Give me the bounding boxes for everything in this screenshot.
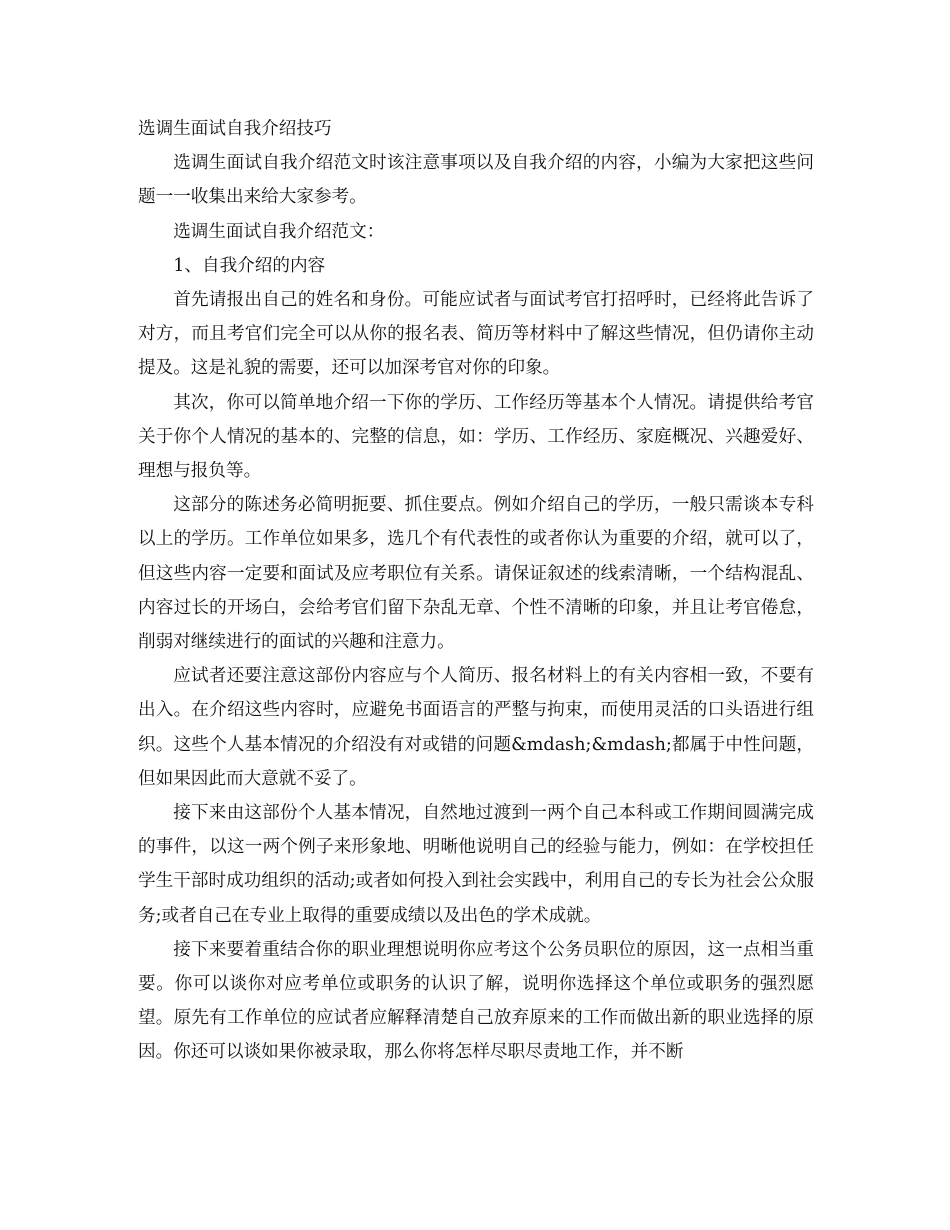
- document-page: [138, 112, 814, 1070]
- paragraph-motivation: 接下来要着重结合你的职业理想说明你应考这个公务员职位的原因，这一点相当重要。你可以谈你对应考单位或职务的认识了解，说明你选择这个单位或职务的强烈愿望。原先有工作单位的应试者应解释清楚自己放弃原来的工作而做出新的职业选择的原因。你还可以谈如果你被录取，那么你将怎样尽职尽责地工作，并不断: [138, 939, 814, 1063]
- paragraph-sample-heading: 选调生面试自我介绍范文：: [173, 221, 385, 242]
- document-title: 选调生面试自我介绍技巧: [138, 119, 332, 139]
- paragraph-section-heading: 1、自我介绍的内容: [173, 255, 326, 276]
- paragraph-intro: 选调生面试自我介绍范文时该注意事项以及自我介绍的内容，小编为大家把这些问题一一收集出来给大家参考。: [138, 153, 814, 208]
- paragraph-examples: 接下来由这部份个人基本情况，自然地过渡到一两个自己本科或工作期间圆满完成的事件，以这一两个例子来形象地、明晰他说明自己的经验与能力，例如：在学校担任学生干部时成功组织的活动;或者如何投入到社会实践中，利用自己的专长为社会公众服务;或者自己在专业上取得的重要成绩以及出色的学术成就。: [138, 803, 814, 926]
- paragraph-concise: 这部分的陈述务必简明扼要、抓住要点。例如介绍自己的学历，一般只需谈本专科以上的学历。工作单位如果多，选几个有代表性的或者你认为重要的介绍，就可以了，但这些内容一定要和面试及应考职位有关系。请保证叙述的线索清晰，一个结构混乱、内容过长的开场白，会给考官们留下杂乱无章、个性不清晰的印象，并且让考官倦怠，削弱对继续进行的面试的兴趣和注意力。: [138, 495, 814, 653]
- paragraph-background: 其次，你可以简单地介绍一下你的学历、工作经历等基本个人情况。请提供给考官关于你个人情况的基本的、完整的信息，如：学历、工作经历、家庭概况、兴趣爱好、理想与报负等。: [138, 392, 814, 482]
- paragraph-consistency: 应试者还要注意这部份内容应与个人简历、报名材料上的有关内容相一致，不要有出入。在介绍这些内容时，应避免书面语言的严整与拘束，而使用灵活的口头语进行组织。这些个人基本情况的介绍没有对或错的问题&mdash;&mdash;都属于中性问题，但如果因此而大意就不妥了。: [138, 666, 814, 789]
- paragraph-name-identity: 首先请报出自己的姓名和身份。可能应试者与面试考官打招呼时，已经将此告诉了对方，而且考官们完全可以从你的报名表、简历等材料中了解这些情况，但仍请你主动提及。这是礼貌的需要，还可以加深考官对你的印象。: [138, 290, 814, 379]
